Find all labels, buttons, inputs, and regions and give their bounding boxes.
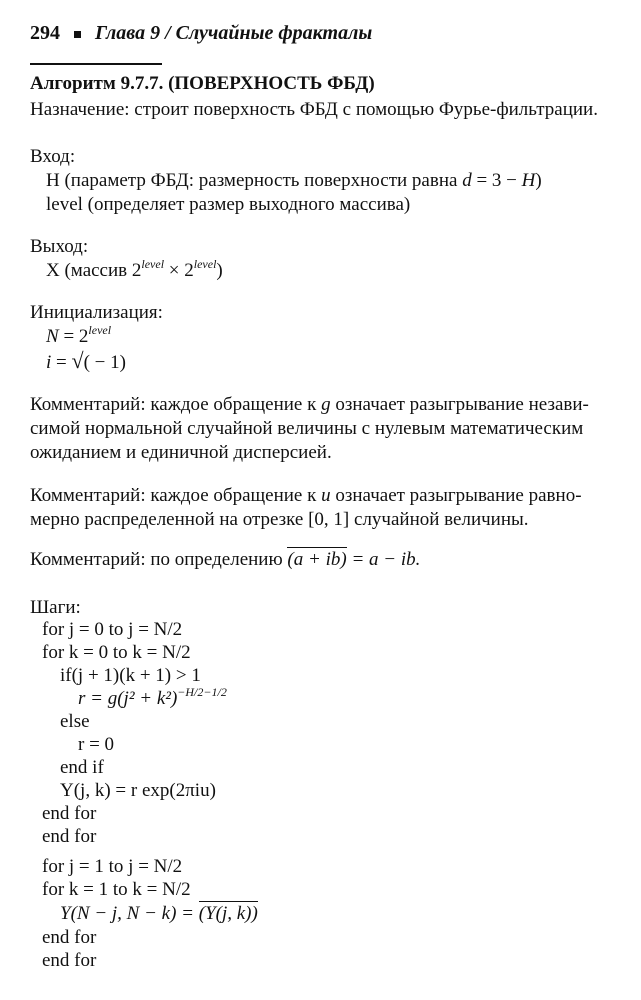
step-line-2: for k = 0 to k = N/2 xyxy=(42,642,191,663)
init-i-line xyxy=(46,348,126,374)
step-line-5: else xyxy=(60,711,90,732)
step-13-main: Y(N − j, N − k) = xyxy=(60,903,199,924)
algorithm-purpose: Назначение: строит поверхность ФБД с помощью Фурье-фильтрации. xyxy=(30,99,598,120)
step-line-15: end for xyxy=(42,950,97,971)
comment-2-line-1 xyxy=(30,485,582,507)
formula-H: H xyxy=(521,170,536,191)
init-i-var: i xyxy=(46,352,52,373)
comment-2-text-a: Комментарий: каждое обращение к xyxy=(30,485,322,506)
comment-3-rest: = a − ib. xyxy=(346,549,421,570)
input-level-line: level (определяет размер выходного массива) xyxy=(46,194,411,215)
step-line-14: end for xyxy=(42,927,97,948)
input-label: Вход: xyxy=(30,146,76,167)
steps-label: Шаги: xyxy=(30,597,81,618)
step-line-6: r = 0 xyxy=(78,734,115,755)
input-h-line xyxy=(46,170,542,192)
page-header xyxy=(30,22,372,45)
init-n-var: N xyxy=(46,326,59,347)
comment-1-text-b: означает разыгрывание незави- xyxy=(330,394,589,415)
comment-2-u: u xyxy=(321,485,331,506)
comment-2-line-2: мерно распределенной на отрезке [0, 1] случайной величины. xyxy=(30,509,529,530)
step-line-1: for j = 0 to j = N/2 xyxy=(42,619,183,640)
output-x-close: ) xyxy=(216,260,223,281)
step-line-13 xyxy=(60,903,258,925)
step-line-10: end for xyxy=(42,826,97,847)
comment-2-text-b: означает разыгрывание равно- xyxy=(330,485,582,506)
comment-1-line-2: симой нормальной случайной величины с нулевым математическим xyxy=(30,418,584,439)
step-13-overlined: (Y(j, k)) xyxy=(198,903,258,924)
algorithm-title: Алгоритм 9.7.7. (ПОВЕРХНОСТЬ ФБД) xyxy=(30,73,375,94)
output-x-line xyxy=(46,257,223,282)
formula-close: ) xyxy=(535,170,542,191)
comment-3-overlined: (a + ib) xyxy=(287,549,347,570)
comment-1-g: g xyxy=(321,394,331,415)
step-line-4 xyxy=(78,685,227,710)
output-sup2: level xyxy=(193,257,217,271)
init-label: Инициализация: xyxy=(30,302,163,323)
formula-rest: = 3 − xyxy=(471,170,522,191)
output-x-prefix: X (массив 2 xyxy=(46,260,142,281)
step-4-sup: −H/2−1/2 xyxy=(177,685,227,699)
step-line-12: for k = 1 to k = N/2 xyxy=(42,879,191,900)
init-i-arg: ( − 1) xyxy=(83,352,126,373)
chapter-title: Глава 9 / Случайные фракталы xyxy=(95,22,373,44)
step-line-9: end for xyxy=(42,803,97,824)
comment-3-prefix: Комментарий: по определению xyxy=(30,549,288,570)
step-line-3: if(j + 1)(k + 1) > 1 xyxy=(60,665,201,686)
init-n-sup: level xyxy=(88,323,112,337)
bullet-icon xyxy=(74,31,81,38)
step-line-7: end if xyxy=(60,757,104,778)
output-x-mid: × 2 xyxy=(164,260,194,281)
comment-1-line-1 xyxy=(30,394,589,416)
init-i-eq: = xyxy=(51,352,72,373)
step-line-8: Y(j, k) = r exp(2πiu) xyxy=(60,780,216,801)
page-number: 294 xyxy=(30,22,60,44)
comment-1-line-3: ожиданием и единичной дисперсией. xyxy=(30,442,332,463)
divider-rule xyxy=(30,63,162,65)
comment-3 xyxy=(30,549,420,571)
input-h-text: H (параметр ФБД: размерность поверхности равна xyxy=(46,170,463,191)
output-label: Выход: xyxy=(30,236,89,257)
step-4-main: r = g(j² + k²) xyxy=(78,688,178,709)
step-line-11: for j = 1 to j = N/2 xyxy=(42,856,183,877)
formula-d: d xyxy=(462,170,472,191)
init-n-eq: = 2 xyxy=(58,326,89,347)
init-n-line xyxy=(46,323,112,348)
output-sup1: level xyxy=(141,257,165,271)
sqrt-symbol: √ xyxy=(71,348,84,373)
comment-1-text-a: Комментарий: каждое обращение к xyxy=(30,394,322,415)
